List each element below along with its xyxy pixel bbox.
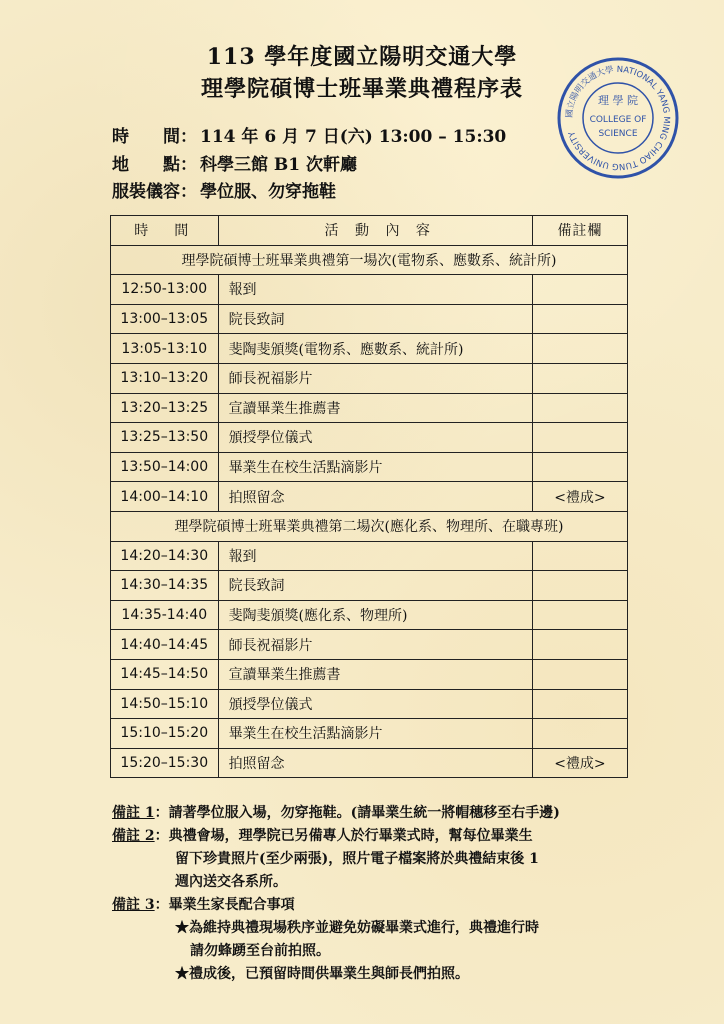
row-time: 14:45–14:50 [111,659,219,689]
row-time: 12:50-13:00 [111,275,219,305]
table-row [111,600,628,630]
row-activity: 畢業生在校生活點滴影片 [218,719,532,749]
note-1-text: ：請著學位服入場，勿穿拖鞋。(請畢業生統一將帽穗移至右手邊) [154,805,560,821]
note-2-text: ：典禮會場，理學院已另備專人於行畢業式時，幫每位畢業生 [154,828,533,844]
session1-title: 理學院碩博士班畢業典禮第一場次(電物系、應數系、統計所) [111,245,628,275]
info-dress-value: 學位服、勿穿拖鞋 [200,182,336,202]
info-place [112,150,357,175]
row-activity: 報到 [218,275,532,305]
row-note [532,630,627,660]
row-time: 13:50–14:00 [111,452,219,482]
row-note [532,600,627,630]
table-row [111,363,628,393]
session2-title: 理學院碩博士班畢業典禮第二場次(應化系、物理所、在職專班) [111,511,628,541]
row-note [532,689,627,719]
header-activity: 活 動 內 容 [218,216,532,246]
row-time: 14:50–15:10 [111,689,219,719]
table-row [111,452,628,482]
note-2-line2: 留下珍貴照片(至少兩張)，照片電子檔案將於典禮結束後 1 [175,851,539,867]
row-note: <禮成> [532,748,627,778]
row-time: 13:20–13:25 [111,393,219,423]
table-row [111,304,628,334]
row-note [532,334,627,364]
row-activity: 院長致詞 [218,571,532,601]
row-note [532,571,627,601]
table-header-row [111,216,628,246]
row-time: 13:05-13:10 [111,334,219,364]
row-note [532,275,627,305]
row-activity: 斐陶斐頒獎(應化系、物理所) [218,600,532,630]
row-activity: 拍照留念 [218,748,532,778]
svg-text:SCIENCE: SCIENCE [598,129,638,139]
row-time: 14:35-14:40 [111,600,219,630]
info-dress [112,177,336,202]
row-activity: 師長祝福影片 [218,630,532,660]
row-activity: 院長致詞 [218,304,532,334]
note-3-text: ：畢業生家長配合事項 [154,897,295,913]
table-row [111,334,628,364]
note-2 [112,825,533,848]
session2-title-row [111,511,628,541]
table-row [111,393,628,423]
table-row [111,482,628,512]
note-2-label: 備註 2 [112,828,155,844]
header-note: 備註欄 [532,216,627,246]
row-time: 13:00–13:05 [111,304,219,334]
row-activity: 頒授學位儀式 [218,689,532,719]
table-row [111,748,628,778]
header-time: 時 間 [111,216,219,246]
row-activity: 師長祝福影片 [218,363,532,393]
row-note [532,719,627,749]
info-dress-label: 服裝儀容： [112,182,197,202]
note-3-item1-cont: 請勿蜂踴至台前拍照。 [190,943,330,959]
row-time: 13:10–13:20 [111,363,219,393]
info-time-value: 114 年 6 月 7 日(六) 13:00 – 15:30 [200,127,507,147]
note-3-item1: ★為維持典禮現場秩序並避免妨礙畢業式進行，典禮進行時 [175,920,539,936]
row-note [532,363,627,393]
row-note [532,452,627,482]
info-place-label: 地 點： [112,155,197,175]
table-row [111,571,628,601]
table-row [111,423,628,453]
row-time: 13:25–13:50 [111,423,219,453]
info-place-value: 科學三館 B1 次軒廳 [200,155,358,175]
row-activity: 宣讀畢業生推薦書 [218,393,532,423]
row-time: 14:20–14:30 [111,541,219,571]
row-time: 14:40–14:45 [111,630,219,660]
row-note: <禮成> [532,482,627,512]
table-row [111,541,628,571]
table-row [111,719,628,749]
info-time [112,122,506,147]
note-3-label: 備註 3 [112,897,155,913]
session1-title-row [111,245,628,275]
row-time: 15:20–15:30 [111,748,219,778]
table-row [111,275,628,305]
row-time: 15:10–15:20 [111,719,219,749]
college-seal-logo [556,56,680,180]
row-activity: 頒授學位儀式 [218,423,532,453]
svg-text:理 學 院: 理 學 院 [598,94,638,107]
row-activity: 報到 [218,541,532,571]
svg-text:COLLEGE OF: COLLEGE OF [589,115,647,125]
svg-text:國立陽明交通大學 NATIONAL YANG MING CH: 國立陽明交通大學 NATIONAL YANG MING CHIAO TUNG UNIVERSITY [564,64,672,172]
note-3-item2: ★禮成後，已預留時間供畢業生與師長們拍照。 [175,966,469,982]
note-1-label: 備註 1 [112,805,155,821]
table-row [111,630,628,660]
page-title-line2: 理學院碩博士班畢業典禮程序表 [200,76,523,102]
note-2-line3: 週內送交各系所。 [175,874,287,890]
row-note [532,393,627,423]
table-row [111,689,628,719]
row-note [532,659,627,689]
note-3 [112,894,295,917]
row-note [532,304,627,334]
page-title-line1: 113 學年度國立陽明交通大學 [206,44,518,70]
row-note [532,423,627,453]
row-note [532,541,627,571]
row-time: 14:00–14:10 [111,482,219,512]
row-activity: 拍照留念 [218,482,532,512]
table-row [111,659,628,689]
info-time-label: 時 間： [112,127,197,147]
schedule-table [110,215,628,778]
row-time: 14:30–14:35 [111,571,219,601]
note-1 [112,802,560,825]
row-activity: 宣讀畢業生推薦書 [218,659,532,689]
row-activity: 斐陶斐頒獎(電物系、應數系、統計所) [218,334,532,364]
row-activity: 畢業生在校生活點滴影片 [218,452,532,482]
